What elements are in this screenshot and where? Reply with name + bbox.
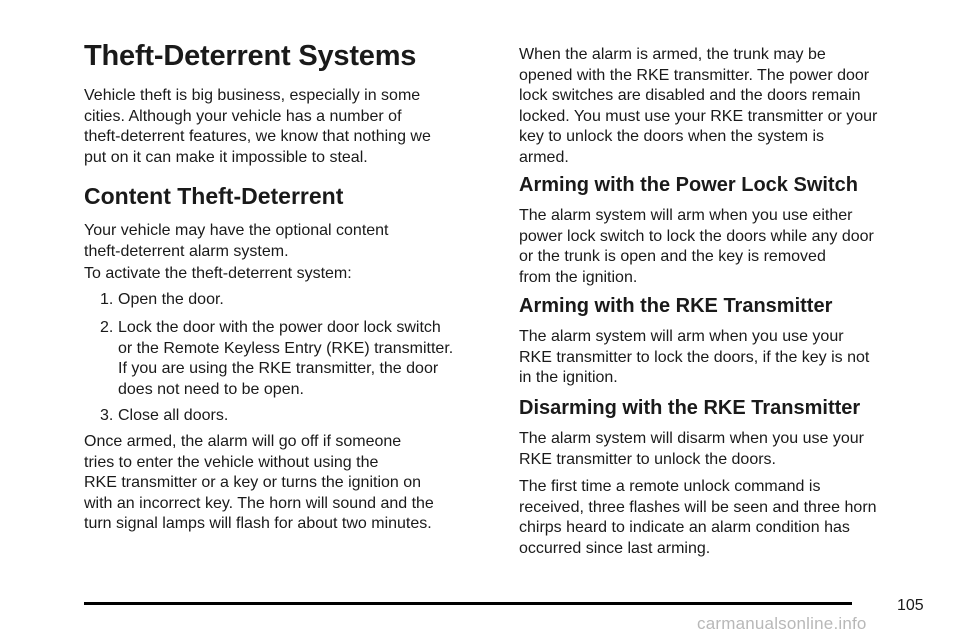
page-number: 105: [897, 597, 924, 614]
step-text: Lock the door with the power door lock switch or the Remote Keyless Entry (RKE) transmitter. If you are using the RKE transmitter, the door does not need to be open.: [118, 319, 454, 398]
rke-arm-paragraph: The alarm system will arm when you use your RKE transmitter to lock the doors, if the key is not in the ignition.: [519, 328, 870, 386]
heading-arming-power-lock: Arming with the Power Lock Switch: [519, 174, 858, 196]
section-heading-content-theft: Content Theft-Deterrent: [84, 183, 344, 209]
activate-lead-paragraph: To activate the theft-deterrent system:: [84, 265, 352, 282]
armed-paragraph: Once armed, the alarm will go off if someone tries to enter the vehicle without using the RKE transmitter or a key or turns the ignition on with an incorrect key. The horn will sound and the turn signal lamps will flash for about two minutes.: [84, 433, 434, 532]
heading-disarming-rke: Disarming with the RKE Transmitter: [519, 397, 861, 419]
step-number: 3.: [100, 407, 114, 424]
heading-arming-rke: Arming with the RKE Transmitter: [519, 295, 833, 317]
footer-rule: [84, 602, 852, 605]
step-text: Close all doors.: [118, 407, 229, 424]
content-theft-paragraph: Your vehicle may have the optional content theft-deterrent alarm system.: [84, 222, 389, 260]
rke-disarm-paragraph: The alarm system will disarm when you use your RKE transmitter to unlock the doors.: [519, 430, 865, 468]
intro-paragraph: Vehicle theft is big business, especially in some cities. Although your vehicle has a number of theft-deterrent features, we know that nothing we put on it can make it impossible to steal.: [84, 87, 431, 166]
step-text: Open the door.: [118, 291, 224, 308]
power-lock-paragraph: The alarm system will arm when you use either power lock switch to lock the doors while any door or the trunk is open and the key is removed from the ignition.: [519, 207, 874, 286]
step-number: 1.: [100, 291, 114, 308]
first-time-paragraph: The first time a remote unlock command is received, three flashes will be seen and three horn chirps heard to indicate an alarm condition has occurred since last arming.: [519, 478, 877, 557]
trunk-paragraph: When the alarm is armed, the trunk may be opened with the RKE transmitter. The power door lock switches are disabled and the doors remain locked. You must use your RKE transmitter or your key to unlock the doors when the system is armed.: [519, 46, 878, 166]
step-number: 2.: [100, 319, 114, 336]
page-title: Theft-Deterrent Systems: [84, 40, 417, 72]
watermark: carmanualsonline.info: [697, 614, 867, 633]
